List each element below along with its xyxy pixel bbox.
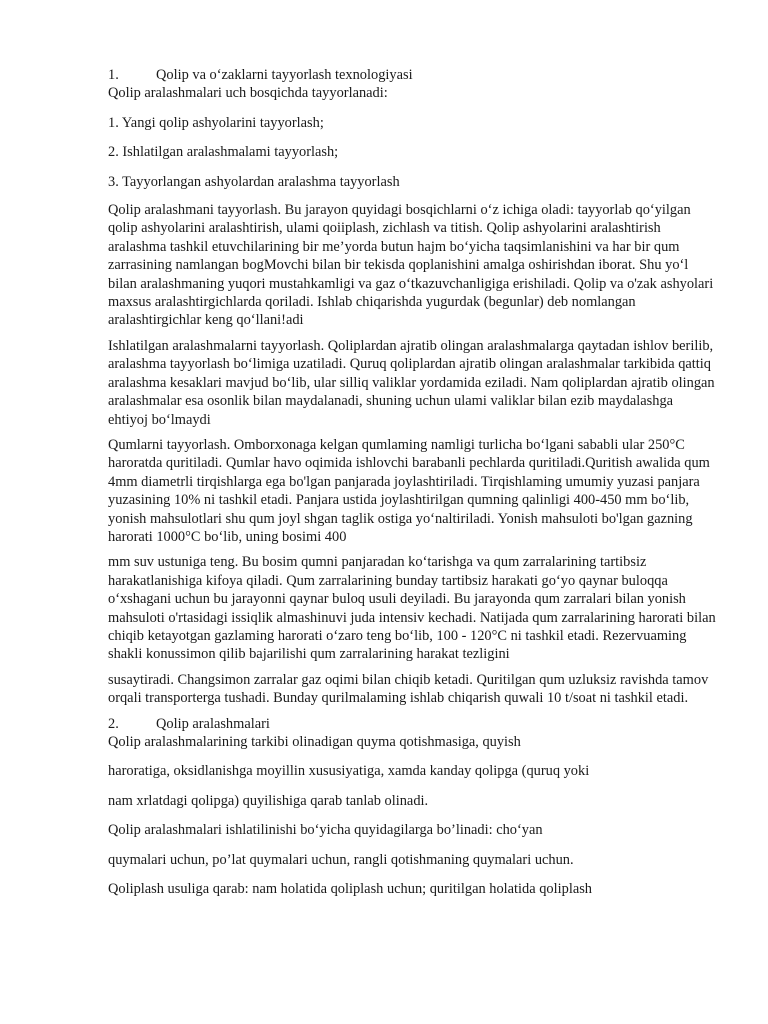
paragraph-dust: susaytiradi. Changsimon zarralar gaz oqimi bilan chiqib ketadi. Quritilgan qum uzluksiz ravishda tamov orqali transporterga tushadi. Bunday qurilmalaming ishlab chiqarish quwali 10 t/soat ni tashkil etadi. bbox=[108, 671, 709, 707]
paragraph-pressure: mm suv ustuniga teng. Bu bosim qumni panjaradan ko‘tarishga va qum zarralarining tartibsiz harakatlanishiga kifoya qiladi. Qum zarralarining bunday tartibsiz harakati go‘yo qaynar buloqqa o‘xshagani uchun bu jarayonni qaynar buloq usuli deyiladi. Bu jarayonda qum zarralari bilan yonish mahsuloti o'rtasidagi issiqlik almashinuvi juda intensiv kechadi. Natijada qum zarralarining harorati bilan chiqib ketayotgan gazlaming harorati o‘zaro teng bo‘lib, 100 - 120°C ni tashkil etadi. Rezervuaming shakli konussimon qilib bajarilishi qum zarralarining harakat tezligini bbox=[108, 554, 716, 663]
section-1-heading bbox=[108, 66, 716, 84]
section-1-number: 1. bbox=[108, 67, 119, 83]
section-2-title: Qolip aralashmalari bbox=[156, 715, 270, 732]
step-2: 2. Ishlatilgan aralashmalami tayyorlash; bbox=[108, 144, 339, 161]
step-3: 3. Tayyorlangan ashyolardan aralashma tayyorlash bbox=[108, 173, 400, 190]
section-2-line-6: Qoliplash usuliga qarab: nam holatida qoliplash uchun; quritilgan holatida qoliplash bbox=[108, 881, 592, 898]
section-2-heading bbox=[108, 715, 716, 733]
section-2-line-5: quymalari uchun, po’lat quymalari uchun, rangli qotishmaning quymalari uchun. bbox=[108, 851, 574, 868]
step-1: 1. Yangi qolip ashyolarini tayyorlash; bbox=[108, 114, 324, 131]
section-2-line-2: haroratiga, oksidlanishga moyillin xususiyatiga, xamda kanday qolipga (quruq yoki bbox=[108, 763, 590, 780]
section-2-line-4: Qolip aralashmalari ishlatilinishi bo‘yicha quyidagilarga bo’linadi: cho‘yan bbox=[108, 822, 543, 839]
document-page bbox=[108, 66, 716, 898]
paragraph-sand-preparation: Qumlarni tayyorlash. Omborxonaga kelgan qumlaming namligi turlicha bo‘lgani sababli ular 250°C haroratda quritiladi. Qumlar havo oqimida ishlovchi barabanli pechlarda quritiladi.Quritish awalida qum 4mm diametrli tirqishlarga ega bo'lgan panjarada joylashtiriladi. Tirqishlaming umumiy yuzasi panjara yuzasining 10% ni tashkil etadi. Panjara ustida joylashtirilgan qumning qalinligi 400-450 mm bo‘lib, yonish mahsulotlari shu qum joyl shgan taglik ostiga yo‘naltiriladi. Yonish mahsuloti bo'lgan gazning harorati 1000°C bo‘lib, uning bosimi 400 bbox=[108, 436, 710, 545]
paragraph-mixing: Qolip aralashmani tayyorlash. Bu jarayon quyidagi bosqichlarni o‘z ichiga oladi: tayyorlab qo‘yilgan qolip ashyolarini aralashtirish, ulami qoiiplash, zichlash va titish. Qolip ashyolarini aralashtirish aralashma tashkil etuvchilarining bir me’yorda butun hajm bo‘yicha taqsimlanishini va har bir qum zarrasining namlangan bogMovchi bilan bir tekisda qoplanishini amalga oshirishdan iborat. Shu yo‘l bilan aralashmaning yuqori mustahkamligi va gaz o‘tkazuvchanligiga erishiladi. Qolip va o'zak ashyolari maxsus aralashtirgichlarda qoriladi. Ishlab chiqarishda yugurdak (begunlar) deb nomlangan aralashtirgichlar keng qo‘llani!adi bbox=[108, 202, 714, 329]
paragraph-used-mixtures: Ishlatilgan aralashmalarni tayyorlash. Qoliplardan ajratib olingan aralashmalarga qaytadan ishlov berilib, aralashma tayyorlash bo‘limiga uzatiladi. Quruq qoliplardan ajratib olingan aralashmalar tarkibida qattiq aralashma kesaklari mavjud bo‘lib, ular silliq valiklar yordamida eziladi. Nam qoliplardan ajratib olingan aralashmalar esa osonlik bilan maydalanadi, shuning uchun ulami valiklar bilan ezib maydalashga ehtiyoj bo‘lmaydi bbox=[108, 337, 715, 428]
section-1-title: Qolip va o‘zaklarni tayyorlash texnologiyasi bbox=[156, 67, 413, 83]
section-2-number: 2. bbox=[108, 715, 119, 732]
section-2-line-3: nam xrlatdagi qolipga) quyilishiga qarab tanlab olinadi. bbox=[108, 792, 429, 809]
section-1-intro: Qolip aralashmalari uch bosqichda tayyorlanadi: bbox=[108, 85, 388, 102]
section-2-line-1: Qolip aralashmalarining tarkibi olinadigan quyma qotishmasiga, quyish bbox=[108, 734, 521, 750]
